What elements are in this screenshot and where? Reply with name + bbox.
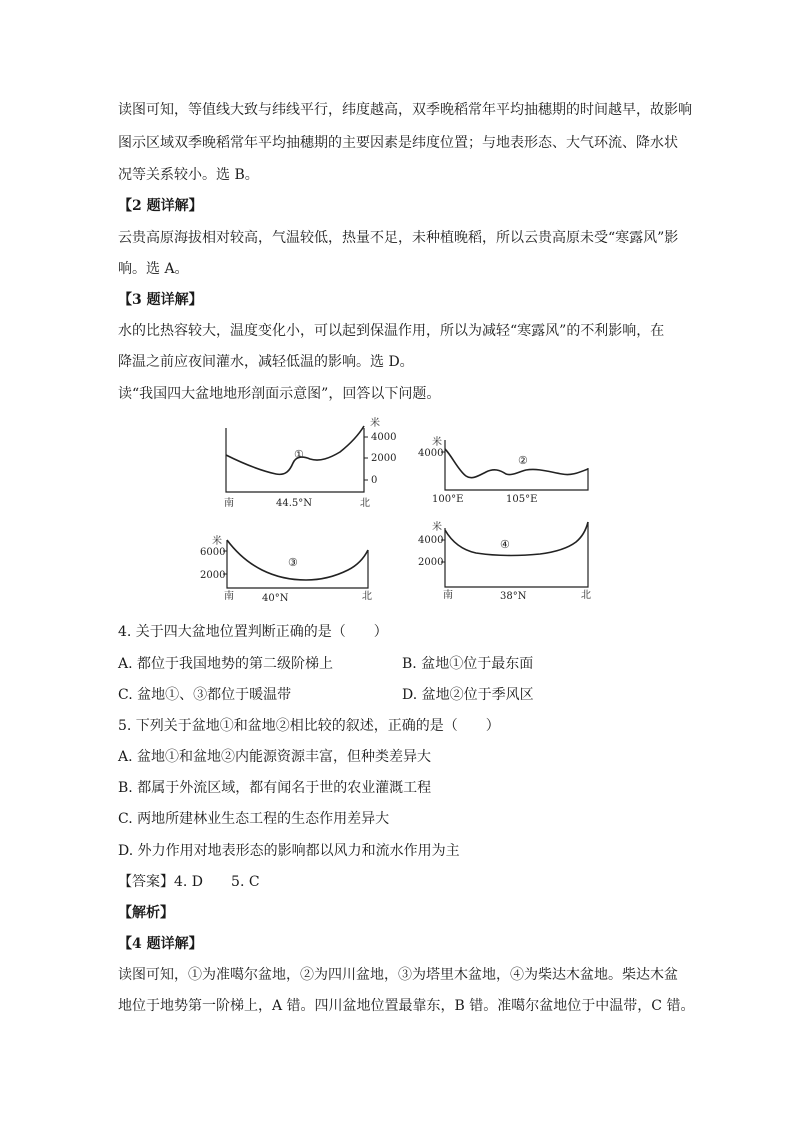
south-label: 南 <box>224 591 234 602</box>
tick-label: 0 <box>371 475 378 486</box>
basin-marker: ① <box>294 448 304 461</box>
north-label: 北 <box>362 591 372 602</box>
section-heading: 【2 题详解】 <box>118 198 203 214</box>
section-heading: 【4 题详解】 <box>118 936 203 952</box>
basin-marker: ② <box>518 454 528 467</box>
option-d: D. 盆地②位于季风区 <box>402 687 534 703</box>
paragraph-line: 读图可知，等值线大致与纬线平行，纬度越高，双季晚稻常年平均抽穗期的时间越早，故影响 <box>118 102 692 118</box>
tick-label: 4000 <box>371 432 397 443</box>
tick-label: 2000 <box>371 453 397 464</box>
question-5-stem: 5. 下列关于盆地①和盆地②相比较的叙述，正确的是（ ） <box>118 718 500 734</box>
unit-label: 米 <box>370 418 380 429</box>
north-label: 北 <box>581 590 591 601</box>
option-c: C. 盆地①、③都位于暖温带 <box>118 687 292 703</box>
profile-2 <box>418 435 588 505</box>
unit-label: 米 <box>432 437 442 448</box>
tick-label: 4000 <box>418 535 444 546</box>
paragraph-line: 地位于地势第一阶梯上，A 错。四川盆地位置最靠东，B 错。准噶尔盆地位于中温带，C 错。 <box>118 998 695 1014</box>
tick-label: 6000 <box>200 547 226 558</box>
south-label: 南 <box>224 498 234 509</box>
south-label: 南 <box>443 590 453 601</box>
basin-marker: ③ <box>288 556 298 569</box>
basin-marker: ④ <box>500 538 510 551</box>
option-a: A. 盆地①和盆地②内能源资源丰富，但种类差异大 <box>118 749 432 765</box>
longitude-label: 100°E <box>432 494 464 505</box>
paragraph-line: 降温之前应夜间灌水，减轻低温的影响。选 D。 <box>118 354 414 370</box>
tick-label: 4000 <box>418 448 444 459</box>
profile-4 <box>418 520 591 602</box>
profile-1 <box>224 416 396 509</box>
unit-label: 米 <box>432 522 442 533</box>
paragraph-line: 图示区域双季晚稻常年平均抽穗期的主要因素是纬度位置；与地表形态、大气环流、降水状 <box>118 135 678 151</box>
paragraph-line: 况等关系较小。选 B。 <box>118 167 259 183</box>
option-a: A. 都位于我国地势的第二级阶梯上 <box>118 656 334 672</box>
latitude-label: 44.5°N <box>276 498 313 509</box>
answer-line: 【答案】4. D 5. C <box>118 874 260 890</box>
figure-intro: 读“我国四大盆地地形剖面示意图”，回答以下问题。 <box>118 386 441 402</box>
unit-label: 米 <box>212 536 222 547</box>
analysis-heading: 【解析】 <box>118 905 174 921</box>
option-b: B. 都属于外流区域，都有闻名于世的农业灌溉工程 <box>118 780 432 796</box>
paragraph-line: 云贵高原海拔相对较高，气温较低，热量不足，未种植晚稻，所以云贵高原未受“寒露风”影 <box>118 230 679 246</box>
question-4-stem: 4. 关于四大盆地位置判断正确的是（ ） <box>118 624 388 640</box>
option-d: D. 外力作用对地表形态的影响都以风力和流水作用为主 <box>118 843 460 859</box>
latitude-label: 38°N <box>500 591 527 602</box>
tick-label: 2000 <box>418 557 444 568</box>
section-heading: 【3 题详解】 <box>118 292 203 308</box>
north-label: 北 <box>360 498 370 509</box>
longitude-label: 105°E <box>506 494 538 505</box>
paragraph-line: 水的比热容较大，温度变化小，可以起到保温作用，所以为减轻“寒露风”的不利影响，在 <box>118 323 665 339</box>
tick-label: 2000 <box>200 570 226 581</box>
option-b: B. 盆地①位于最东面 <box>402 656 534 672</box>
paragraph-line: 响。选 A。 <box>118 261 189 277</box>
option-c: C. 两地所建林业生态工程的生态作用差异大 <box>118 811 390 827</box>
profile-3 <box>200 534 372 604</box>
latitude-label: 40°N <box>262 593 289 604</box>
paragraph-line: 读图可知，①为准噶尔盆地，②为四川盆地，③为塔里木盆地，④为柴达木盆地。柴达木盆 <box>118 967 678 983</box>
